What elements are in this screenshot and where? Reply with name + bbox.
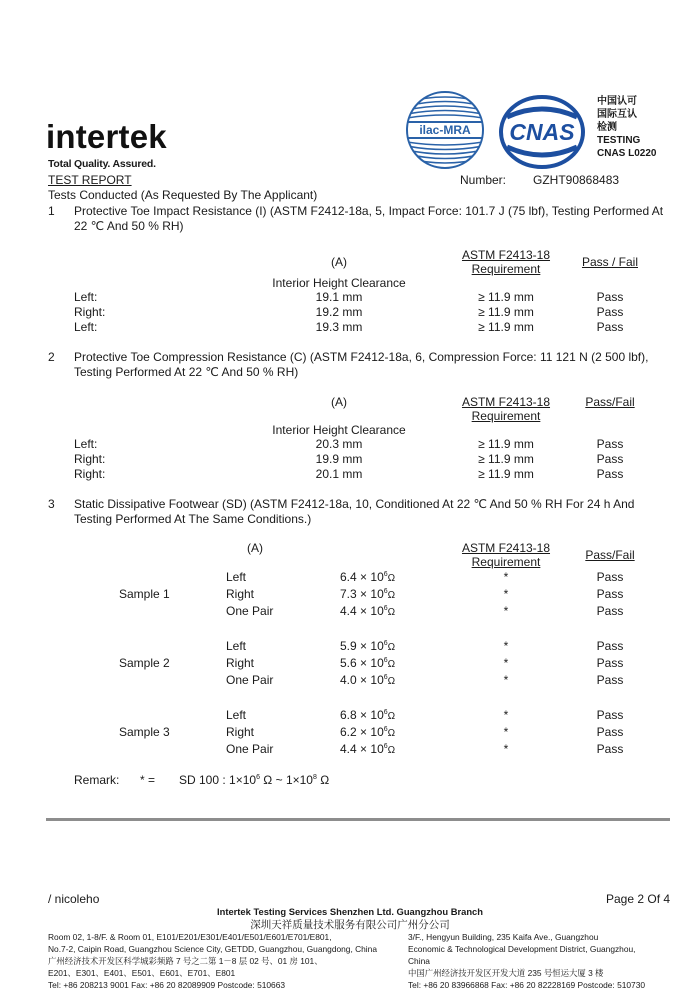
row-side: Left: [74,437,98,451]
row-value: $7.3 \times 10^6\Omega$ [340,587,396,601]
pass-fail-header: Pass / Fail [581,255,638,269]
requirement-header-line1: ASTM F2413-18 [461,248,551,262]
remark-symbol: * = [140,773,156,787]
row-requirement: * [503,673,509,687]
row-requirement: * [503,656,509,670]
signer: / nicoleho [48,892,100,906]
section-title-line1: Protective Toe Impact Resistance (I) (ASTM F2412-18a, 5, Impact Force: 101.7 J (75 lbf), Testing Performed At [74,204,664,218]
row-requirement: ≥ 11.9 mm [478,452,534,466]
row-side: Left: [74,320,98,334]
row-requirement: * [503,570,509,584]
row-value: $6.2 \times 10^6\Omega$ [340,725,396,739]
ilac-label: ilac-MRA [419,123,471,137]
row-requirement: * [503,587,509,601]
row-value: $6.8 \times 10^6\Omega$ [340,708,396,722]
cnas-seal [499,95,585,169]
row-side: Right: [74,452,106,466]
section-title-line2: Testing Performed At The Same Conditions.) [74,512,312,526]
row-requirement: ≥ 11.9 mm [478,305,534,319]
section-number: 2 [48,350,55,364]
row-result: Pass [596,673,624,687]
row-result: Pass [596,639,624,653]
footer-divider [46,818,670,821]
row-value: $5.6 \times 10^6\Omega$ [340,656,396,670]
row-value: 20.3 mm [315,437,363,451]
row-value: $4.0 \times 10^6\Omega$ [340,673,396,687]
tests-conducted: Tests Conducted (As Requested By The Applicant) [48,188,318,202]
column-a-header: (A) [331,255,347,269]
requirement-header-line1: ASTM F2413-18 [461,395,551,409]
row-side: Left [226,570,247,584]
row-side: One Pair [226,742,274,756]
row-value: 20.1 mm [315,467,363,481]
remark-text: SD 100 : $1\times 10^6$ Ω ~ $1\times 10^8$ Ω [179,773,330,787]
column-a-header: (A) [247,541,263,555]
report-number: GZHT90868483 [533,173,620,187]
number-label: Number: [460,173,507,187]
row-result: Pass [596,290,624,304]
row-side: Right [226,656,255,670]
row-value: $4.4 \times 10^6\Omega$ [340,742,396,756]
row-side: Left [226,708,247,722]
interior-height-subheader: Interior Height Clearance [272,423,406,437]
row-value: $4.4 \times 10^6\Omega$ [340,604,396,618]
row-requirement: * [503,742,509,756]
pass-fail-header: Pass/Fail [585,548,635,562]
company-name-en: Intertek Testing Services Shenzhen Ltd. Guangzhou Branch [216,906,483,917]
row-side: Right: [74,467,106,481]
sample-label: Sample 1 [119,587,170,601]
row-result: Pass [596,587,624,601]
row-result: Pass [596,452,624,466]
row-side: Right: [74,305,106,319]
row-result: Pass [596,570,624,584]
row-value: 19.3 mm [315,320,363,334]
requirement-header-line2: Requirement [471,555,541,569]
row-result: Pass [596,604,624,618]
cnas-accreditation-text: 中国认可 国际互认 检测 TESTING CNAS L0220 [597,96,657,159]
section-title-line2: 22 ℃ And 50 % RH) [74,219,184,233]
row-result: Pass [596,305,624,319]
row-value: 19.1 mm [315,290,363,304]
row-requirement: ≥ 11.9 mm [478,467,534,481]
requirement-header-line2: Requirement [471,409,541,423]
row-value: $6.4 \times 10^6\Omega$ [340,570,396,584]
requirement-header-line2: Requirement [471,262,541,276]
row-result: Pass [596,320,624,334]
section-title-line2: Testing Performed At 22 ℃ And 50 % RH) [74,365,299,379]
row-side: Left [226,639,247,653]
row-result: Pass [596,467,624,481]
row-value: $5.9 \times 10^6\Omega$ [340,639,396,653]
report-heading: TEST REPORT [48,173,132,187]
row-requirement: * [503,708,509,722]
interior-height-subheader: Interior Height Clearance [272,276,406,290]
section-title-line1: Protective Toe Compression Resistance (C) (ASTM F2412-18a, 6, Compression Force: 11 121 N (2 500 lbf), [74,350,649,364]
section-number: 1 [48,204,55,218]
section-title-line1: Static Dissipative Footwear (SD) (ASTM F2412-18a, 10, Conditioned At 22 ℃ And 50 % RH For 24 h And [74,497,635,511]
row-side: Right [226,587,255,601]
row-requirement: ≥ 11.9 mm [478,320,534,334]
row-result: Pass [596,437,624,451]
row-requirement: ≥ 11.9 mm [478,290,534,304]
row-result: Pass [596,656,624,670]
row-requirement: * [503,604,509,618]
ilac-mra-seal [405,90,485,170]
requirement-header-line1: ASTM F2413-18 [461,541,551,555]
row-requirement: * [503,725,509,739]
sample-label: Sample 3 [119,725,170,739]
row-result: Pass [596,725,624,739]
row-side: One Pair [226,673,274,687]
logo-tagline: Total Quality. Assured. [48,158,156,170]
row-side: One Pair [226,604,274,618]
column-a-header: (A) [331,395,347,409]
row-requirement: ≥ 11.9 mm [478,437,534,451]
address-left: Room 02, 1-8/F. & Room 01, E101/E201/E301/E401/E501/E601/E701/E801, No.7-2, Caipin Road, Guangzhou Science City, GETDD, Guangzhou, Guangdong, China 广州经济技术开发区科学城彩频路 7 号之二第 1－8 层 02 号、01 房 101、 E201、E301、E401、E501、E601、E701、E801 Tel: +86 208213 9001 Fax: +86 20 82089909 Postcode: 510663 [48,932,377,990]
row-value: 19.2 mm [315,305,363,319]
row-side: Right [226,725,255,739]
pass-fail-header: Pass/Fail [585,395,635,409]
cnas-label: CNAS [509,119,575,145]
row-value: 19.9 mm [315,452,363,466]
address-right: 3/F., Hengyun Building, 235 Kaifa Ave., Guangzhou Economic & Technological Development District, Guangzhou, China 中国广州经济技开发区开发大道 235 号恒运大厦 3 楼 Tel: +86 20 83966868 Fax: +86 20 82228169 Postcode: 510730 [408,932,646,990]
row-side: Left: [74,290,98,304]
row-result: Pass [596,742,624,756]
remark-label: Remark: [74,773,120,787]
row-result: Pass [596,708,624,722]
row-requirement: * [503,639,509,653]
section-number: 3 [48,497,55,511]
intertek-logo: intertek [46,118,167,155]
company-name-cn: 深圳天祥质量技术服务有限公司广州分公司 [250,920,450,931]
page-number: Page 2 Of 4 [606,892,671,906]
sample-label: Sample 2 [119,656,170,670]
